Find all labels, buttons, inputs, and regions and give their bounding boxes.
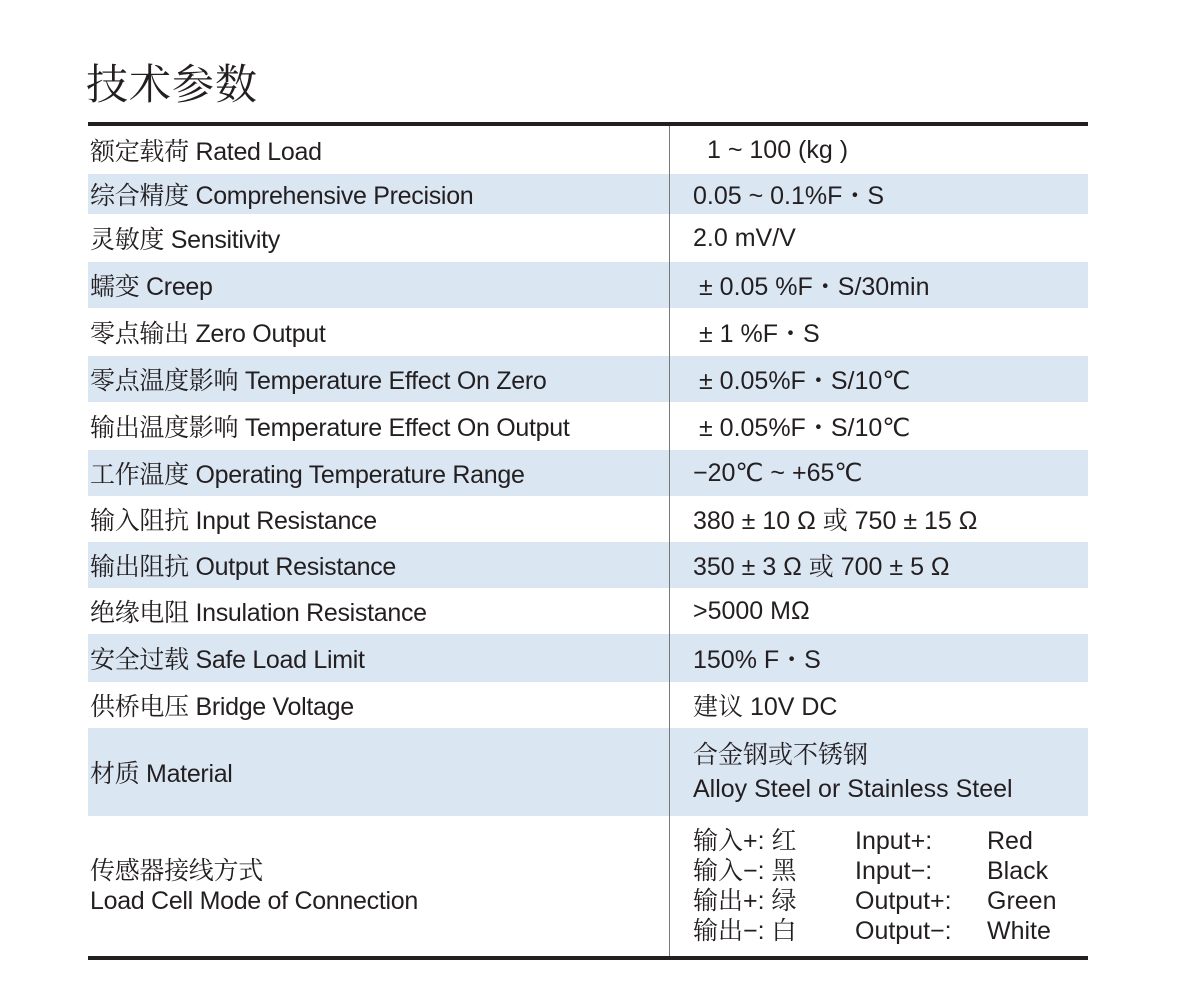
- spec-row-sensitivity: [88, 214, 1088, 262]
- spec-value: ± 0.05 %F・S/30min: [699, 273, 930, 301]
- wire-color: White: [987, 917, 1051, 945]
- spec-row-insulation: [88, 588, 1088, 634]
- spec-row-precision: [88, 174, 1088, 214]
- wire-cn: 输入−: 黑: [693, 857, 797, 885]
- wire-color: Green: [987, 887, 1057, 915]
- wire-en: Output+:: [855, 887, 952, 915]
- spec-value: 150% F・S: [693, 646, 821, 674]
- wire-list: [693, 826, 1088, 946]
- connection-label-en: Load Cell Mode of Connection: [90, 887, 418, 915]
- spec-value: ± 0.05%F・S/10℃: [699, 414, 911, 442]
- spec-label: [88, 856, 669, 916]
- spec-label: 零点输出 Zero Output: [90, 320, 326, 348]
- spec-value: >5000 MΩ: [693, 596, 810, 625]
- material-value-en: Alloy Steel or Stainless Steel: [693, 775, 1013, 803]
- spec-value: 380 ± 10 Ω 或 750 ± 15 Ω: [693, 507, 978, 535]
- spec-label: 供桥电压 Bridge Voltage: [90, 693, 354, 721]
- spec-row-output-resistance: [88, 542, 1088, 588]
- wire-cn: 输入+: 红: [693, 827, 797, 855]
- connection-label-cn: 传感器接线方式: [90, 857, 263, 885]
- wire-en: Input−:: [855, 857, 933, 885]
- spec-value: 2.0 mV/V: [693, 223, 796, 252]
- wire-cn: 输出−: 白: [693, 917, 797, 945]
- spec-value: 建议 10V DC: [693, 693, 838, 721]
- spec-value: 0.05 ~ 0.1%F・S: [693, 182, 885, 210]
- spec-row-zero-output: [88, 308, 1088, 356]
- spec-label: 材质 Material: [90, 760, 233, 788]
- spec-row-temp-effect-output: [88, 402, 1088, 450]
- spec-value: ± 1 %F・S: [699, 320, 820, 348]
- spec-row-safe-load: [88, 634, 1088, 682]
- spec-value: [669, 738, 1088, 806]
- spec-label: 输出温度影响 Temperature Effect On Output: [90, 414, 570, 442]
- wire-color: Black: [987, 857, 1049, 885]
- spec-row-material: [88, 728, 1088, 816]
- spec-value: 350 ± 3 Ω 或 700 ± 5 Ω: [693, 553, 950, 581]
- spec-value: ± 0.05%F・S/10℃: [699, 367, 911, 395]
- spec-row-creep: [88, 262, 1088, 308]
- spec-label: 输出阻抗 Output Resistance: [90, 553, 397, 581]
- spec-value: 1 ~ 100 (kg ): [707, 135, 849, 164]
- wire-en: Output−:: [855, 917, 952, 945]
- wire-en: Input+:: [855, 827, 933, 855]
- wire-color: Red: [987, 827, 1033, 855]
- spec-label: 蠕变 Creep: [90, 273, 213, 301]
- spec-row-temp-effect-zero: [88, 356, 1088, 402]
- page-title: 技术参数: [86, 60, 259, 109]
- spec-label: 灵敏度 Sensitivity: [90, 226, 280, 254]
- spec-row-connection: [88, 816, 1088, 956]
- spec-label: 零点温度影响 Temperature Effect On Zero: [90, 367, 547, 395]
- spec-label: 综合精度 Comprehensive Precision: [90, 182, 474, 210]
- spec-value: [669, 826, 1088, 946]
- spec-label: 安全过载 Safe Load Limit: [90, 646, 365, 674]
- spec-label: 额定载荷 Rated Load: [90, 138, 322, 166]
- material-value-cn: 合金钢或不锈钢: [693, 741, 869, 769]
- wire-cn: 输出+: 绿: [693, 887, 797, 915]
- spec-row-bridge-voltage: [88, 682, 1088, 728]
- spec-row-rated-load: [88, 126, 1088, 174]
- spec-value: −20℃ ~ +65℃: [693, 459, 863, 487]
- spec-label: 输入阻抗 Input Resistance: [90, 507, 377, 535]
- spec-row-operating-temp: [88, 450, 1088, 496]
- spec-table: [88, 122, 1088, 960]
- column-divider: [669, 126, 670, 956]
- spec-row-input-resistance: [88, 496, 1088, 542]
- spec-label: 绝缘电阻 Insulation Resistance: [90, 599, 427, 627]
- spec-label: 工作温度 Operating Temperature Range: [90, 461, 525, 489]
